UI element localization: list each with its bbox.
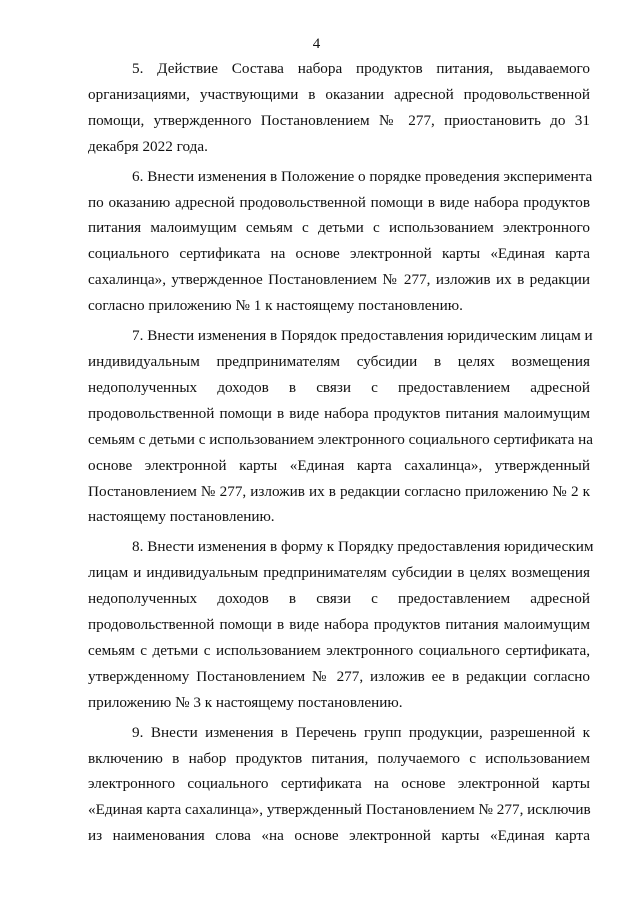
text-line: «Единая карта сахалинца», утвержденный Постановлением № 277, исключив <box>88 801 591 819</box>
text-line: недополученных доходов в связи с предоставлением адресной <box>88 378 590 396</box>
text-line: социального сертификата на основе электронной карты «Единая карта <box>88 245 590 263</box>
text-line: приложению № 3 к настоящему постановлению. <box>88 693 403 711</box>
text-line: из наименования слова «на основе электронной карты «Единая карта <box>88 827 590 845</box>
text-line: включению в набор продуктов питания, получаемого с использованием <box>88 749 590 767</box>
text-line: по оказанию адресной продовольственной помощи в виде набора продуктов <box>88 193 590 211</box>
text-line: питания малоимущим семьям с детьми с использованием электронного <box>88 219 590 237</box>
paragraph-8 <box>88 534 594 715</box>
paragraph-6 <box>88 164 593 319</box>
text-line: продовольственной помощи в виде набора продуктов питания малоимущим <box>88 404 590 422</box>
text-line: 6. Внести изменения в Положение о порядке проведения эксперимента <box>132 167 593 185</box>
document-body <box>88 56 594 853</box>
text-line: основе электронной карты «Единая карта сахалинца», утвержденный <box>88 456 590 474</box>
text-line: Постановлением № 277, изложив их в редакции согласно приложению № 2 к <box>88 482 590 500</box>
text-line: декабря 2022 года. <box>88 137 208 155</box>
text-line: согласно приложению № 1 к настоящему постановлению. <box>88 297 463 315</box>
text-line: сахалинца», утвержденное Постановлением № 277, изложив их в редакции <box>88 271 590 289</box>
paragraph-5 <box>88 56 590 160</box>
text-line: 8. Внести изменения в форму к Порядку предоставления юридическим <box>132 538 594 556</box>
page-number: 4 <box>312 36 321 52</box>
text-line: продовольственной помощи в виде набора продуктов питания малоимущим <box>88 616 590 634</box>
text-line: семьям с детьми с использованием электронного социального сертификата на <box>88 430 594 448</box>
text-line: семьям с детьми с использованием электронного социального сертификата, <box>88 641 590 659</box>
text-line: недополученных доходов в связи с предоставлением адресной <box>88 590 590 608</box>
paragraph-9 <box>88 720 590 850</box>
text-line: 7. Внести изменения в Порядок предоставления юридическим лицам и <box>132 327 593 345</box>
text-line: помощи, утвержденного Постановлением № 277, приостановить до 31 <box>88 111 590 129</box>
text-line: индивидуальным предпринимателям субсидии в целях возмещения <box>88 352 590 370</box>
text-line: 9. Внести изменения в Перечень групп продукции, разрешенной к <box>132 723 590 741</box>
text-line: организациями, участвующими в оказании адресной продовольственной <box>88 85 590 103</box>
text-line: утвержденному Постановлением № 277, изложив ее в редакции согласно <box>88 667 590 685</box>
text-line: лицам и индивидуальным предпринимателям субсидии в целях возмещения <box>88 564 590 582</box>
text-line: электронного социального сертификата на основе электронной карты <box>88 775 590 793</box>
text-line: 5. Действие Состава набора продуктов питания, выдаваемого <box>132 60 590 77</box>
paragraph-7 <box>88 323 594 530</box>
text-line: настоящему постановлению. <box>88 508 275 526</box>
